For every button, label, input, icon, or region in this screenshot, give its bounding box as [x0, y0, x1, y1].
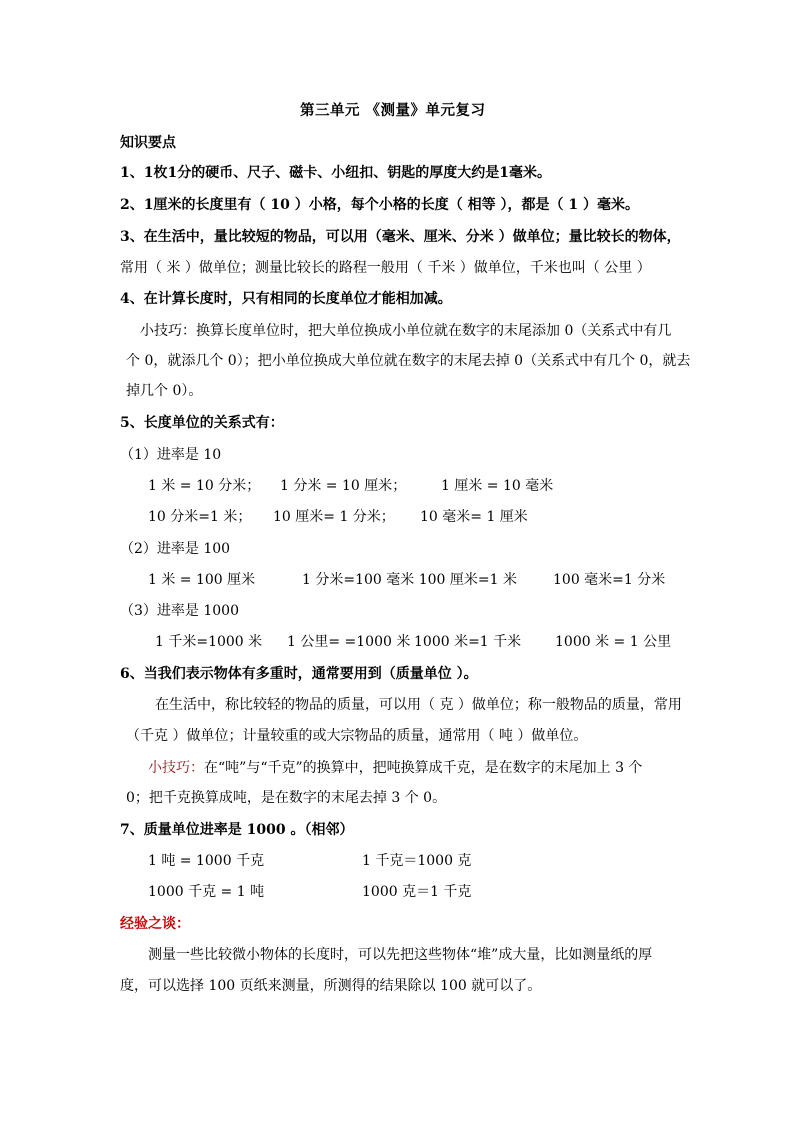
- rate-10-row1-col1: 1 米 = 10 分米；: [148, 478, 261, 494]
- item-1: 1、1枚1分的硬币、尺子、磁卡、小纽扣、钥匙的厚度大约是1毫米。: [120, 165, 551, 181]
- experience-line-2: 度，可以选择 100 页纸来测量，所测得的结果除以 100 就可以了。: [120, 978, 542, 994]
- tip-1-line-2: 个 0，就添几个 0）；把小单位换成大单位就在数字的末尾去掉 0（关系式中有几个 0，就去: [126, 353, 691, 369]
- item-4: 4、在计算长度时，只有相同的长度单位才能相加减。: [120, 291, 452, 307]
- rate-10-row1-col2: 1 分米 = 10 厘米；: [280, 478, 407, 494]
- tip-1-line-3: 掉几个 0）。: [126, 383, 203, 399]
- rate-10-row2-col2: 10 厘米= 1 分米；: [273, 509, 395, 525]
- item-6: 6、当我们表示物体有多重时，通常要用到（质量单位 ）。: [120, 666, 478, 682]
- section-heading: 知识要点: [120, 135, 176, 151]
- rate-1000-col4: 1000 米 = 1 公里: [555, 634, 672, 650]
- item-3-line-2: 常用（ 米 ）做单位；测量比较长的路程一般用（ 千米 ）做单位，千米也叫（ 公里 ）: [120, 260, 651, 276]
- mass-row1-col1: 1 吨 = 1000 千克: [148, 853, 265, 869]
- rate-100-heading: （2）进率是 100: [120, 541, 231, 557]
- rate-1000-col3: 1000 米=1 千米: [414, 634, 522, 650]
- tip-2-line-2: 0；把千克换算成吨，是在数字的末尾去掉 3 个 0。: [126, 790, 447, 806]
- mass-row1-col2: 1 千克＝1000 克: [362, 853, 472, 869]
- tip-2-text: 在“吨”与“千克”的换算中，把吨换算成千克，是在数字的末尾加上 3 个: [204, 760, 643, 776]
- item-6-line-1: 在生活中，称比较轻的物品的质量，可以用（ 克 ）做单位；称一般物品的质量，常用: [155, 697, 682, 713]
- item-6-line-2: （千克 ）做单位；计量较重的或大宗物品的质量，通常用（ 吨 ）做单位。: [126, 728, 588, 744]
- rate-100-col2: 1 分米=100 毫米 100 厘米=1 米: [302, 572, 517, 588]
- tip-2-line-1: [148, 758, 642, 778]
- rate-100-col3: 100 毫米=1 分米: [553, 572, 666, 588]
- rate-1000-col1: 1 千米=1000 米: [155, 634, 263, 650]
- rate-1000-heading: （3）进率是 1000: [120, 603, 239, 619]
- rate-10-row2-col1: 10 分米=1 米；: [148, 509, 252, 525]
- experience-line-1: 测量一些比较微小物体的长度时，可以先把这些物体“堆”成大量，比如测量纸的厚: [148, 947, 653, 963]
- rate-10-row1-col3: 1 厘米 = 10 毫米: [441, 478, 554, 494]
- rate-10-row2-col3: 10 毫米= 1 厘米: [420, 509, 528, 525]
- page-title: 第三单元 《测量》单元复习: [300, 102, 486, 119]
- experience-heading: 经验之谈：: [120, 916, 190, 932]
- rate-100-col1: 1 米 = 100 厘米: [148, 572, 256, 588]
- item-5: 5、长度单位的关系式有：: [120, 415, 284, 431]
- rate-10-heading: （1）进率是 10: [120, 447, 222, 463]
- rate-1000-col2: 1 公里= =1000 米: [287, 634, 411, 650]
- tip-1-line-1: 小技巧：换算长度单位时，把大单位换成小单位就在数字的末尾添加 0（关系式中有几: [140, 323, 672, 339]
- item-2: 2、1厘米的长度里有（ 10 ）小格，每个小格的长度（ 相等 ），都是（ 1 ）毫米。: [120, 197, 639, 213]
- item-7: 7、质量单位进率是 1000 。（相邻）: [120, 822, 354, 838]
- mass-row2-col1: 1000 千克 = 1 吨: [148, 884, 265, 900]
- tip-2-label: 小技巧：: [148, 760, 204, 776]
- item-3-line-1: 3、在生活中，量比较短的物品，可以用（毫米、厘米、分米 ）做单位；量比较长的物体，: [120, 229, 681, 245]
- mass-row2-col2: 1000 克＝1 千克: [362, 884, 472, 900]
